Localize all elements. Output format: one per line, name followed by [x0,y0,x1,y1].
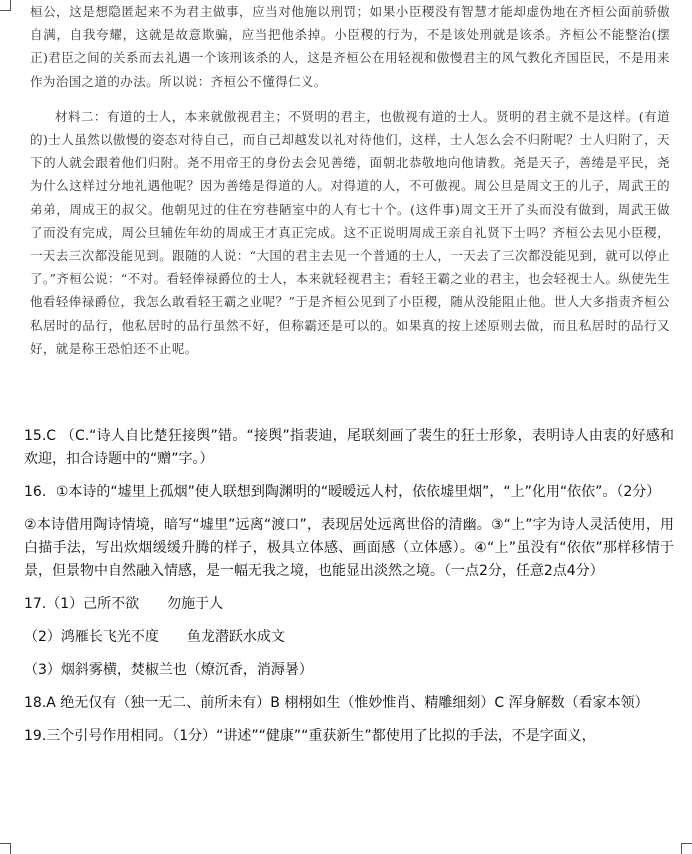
answer-17-2: （2）鸿雁长飞光不度 鱼龙潜跃水成文 [24,629,285,645]
translation-paragraph-2: 材料二：有道的士人，本来就傲视君主；不贤明的君主，也傲视有道的士人。贤明的君主就不是这样。(有道的)士人虽然以傲慢的姿态对待自己，而自己却越发以礼对待他们，这样，士人怎么会不归附呢？士人归附了，天下的人就会跟着他们归附。尧不用帝王的身份去会见善绻，面朝北恭敬地向他请教。尧是天子，善绻是平民，尧为什么这样过分地礼遇他呢？因为善绻是得道的人。对得道的人，不可傲视。周公旦是周文王的儿子，周武王的弟弟，周成王的叔父。他朝见过的住在穷巷陋室中的人有七十个。(这件事)周文王开了头而没有做到，周武王做了而没有完成，周公旦辅佐年幼的周成王才真正完成。这不正说明周成王亲自礼贤下士吗？齐桓公去见小臣稷，一天去三次都没能见到。跟随的人说：“大国的君主去见一个普通的士人，一天去了三次都没能见到，就可以停止了。”齐桓公说：“不对。看轻俸禄爵位的士人，本来就轻视君主；看轻王霸之业的君主，也会轻视士人。纵使先生他看轻俸禄爵位，我怎么敢看轻王霸之业呢？”于是齐桓公见到了小臣稷，随从没能阻止他。世人大多指责齐桓公私居时的品行，他私居时的品行虽然不好，但称霸还是可以的。如果真的按上述原则去做，而且私居时的品行又好，就是称王恐怕还不止呢。 [30,108,670,356]
answer-19: 19.三个引号作用相同。（1分）“讲述”“健康”“重获新生”都使用了比拟的手法，不是字面义， [24,728,596,744]
answer-16-part-2: ②本诗借用陶诗情境，暗写“墟里”远离“渡口”，表现居处远离世俗的清幽。③“上”字为诗人灵活使用，用白描手法，写出炊烟缓缓升腾的样子，极具立体感、画面感（立体感）。④“上”虽没有“依依”那样移情于景，但景物中自然融入情感，是一幅无我之境，也能显出淡然之境。（一点2分，任意2点4分） [24,517,674,579]
answer-18: 18.A 绝无仅有（独一无二、前所未有）B 栩栩如生（惟妙惟肖、精雕细刻）C 浑身解数（看家本领） [24,695,649,711]
answer-16-part-1: 16．①本诗的“墟里上孤烟”使人联想到陶渊明的“暧暧远人村，依依墟里烟”，“上”化用“依依”。（2分） [24,484,661,500]
answer-17-1: 17.（1）己所不欲 勿施于人 [24,596,224,612]
translation-paragraph-1: 桓公，这是想隐匿起来不为君主做事，应当对他施以刑罚；如果小臣稷没有智慧才能却虚伪地在齐桓公面前骄傲自满，自我夸耀，这就是故意欺骗，应当把他杀掉。小臣稷的行为，不是该处刑就是该杀。齐桓公不能整治(摆正)君臣之间的关系而去礼遇一个该刑该杀的人，这是齐桓公在用轻视和傲慢君主的风气教化齐国臣民，不是用来作为治国之道的办法。所以说：齐桓公不懂得仁义。 [30,4,670,89]
crop-mark-top-left [0,0,11,11]
answer-key [24,425,674,748]
scanned-translation-text [30,0,670,360]
answer-17-3: （3）烟斜雾横，焚椒兰也（燎沉香，消溽暑） [24,662,313,678]
crop-mark-bottom-right [681,843,692,854]
crop-mark-bottom-left [0,843,11,854]
answer-15: 15.C （C.“诗人自比楚狂接舆”错。“接舆”指裴迪，尾联刻画了裴生的狂士形象，表明诗人由衷的好感和欢迎，扣合诗题中的“赠”字。） [24,428,674,467]
